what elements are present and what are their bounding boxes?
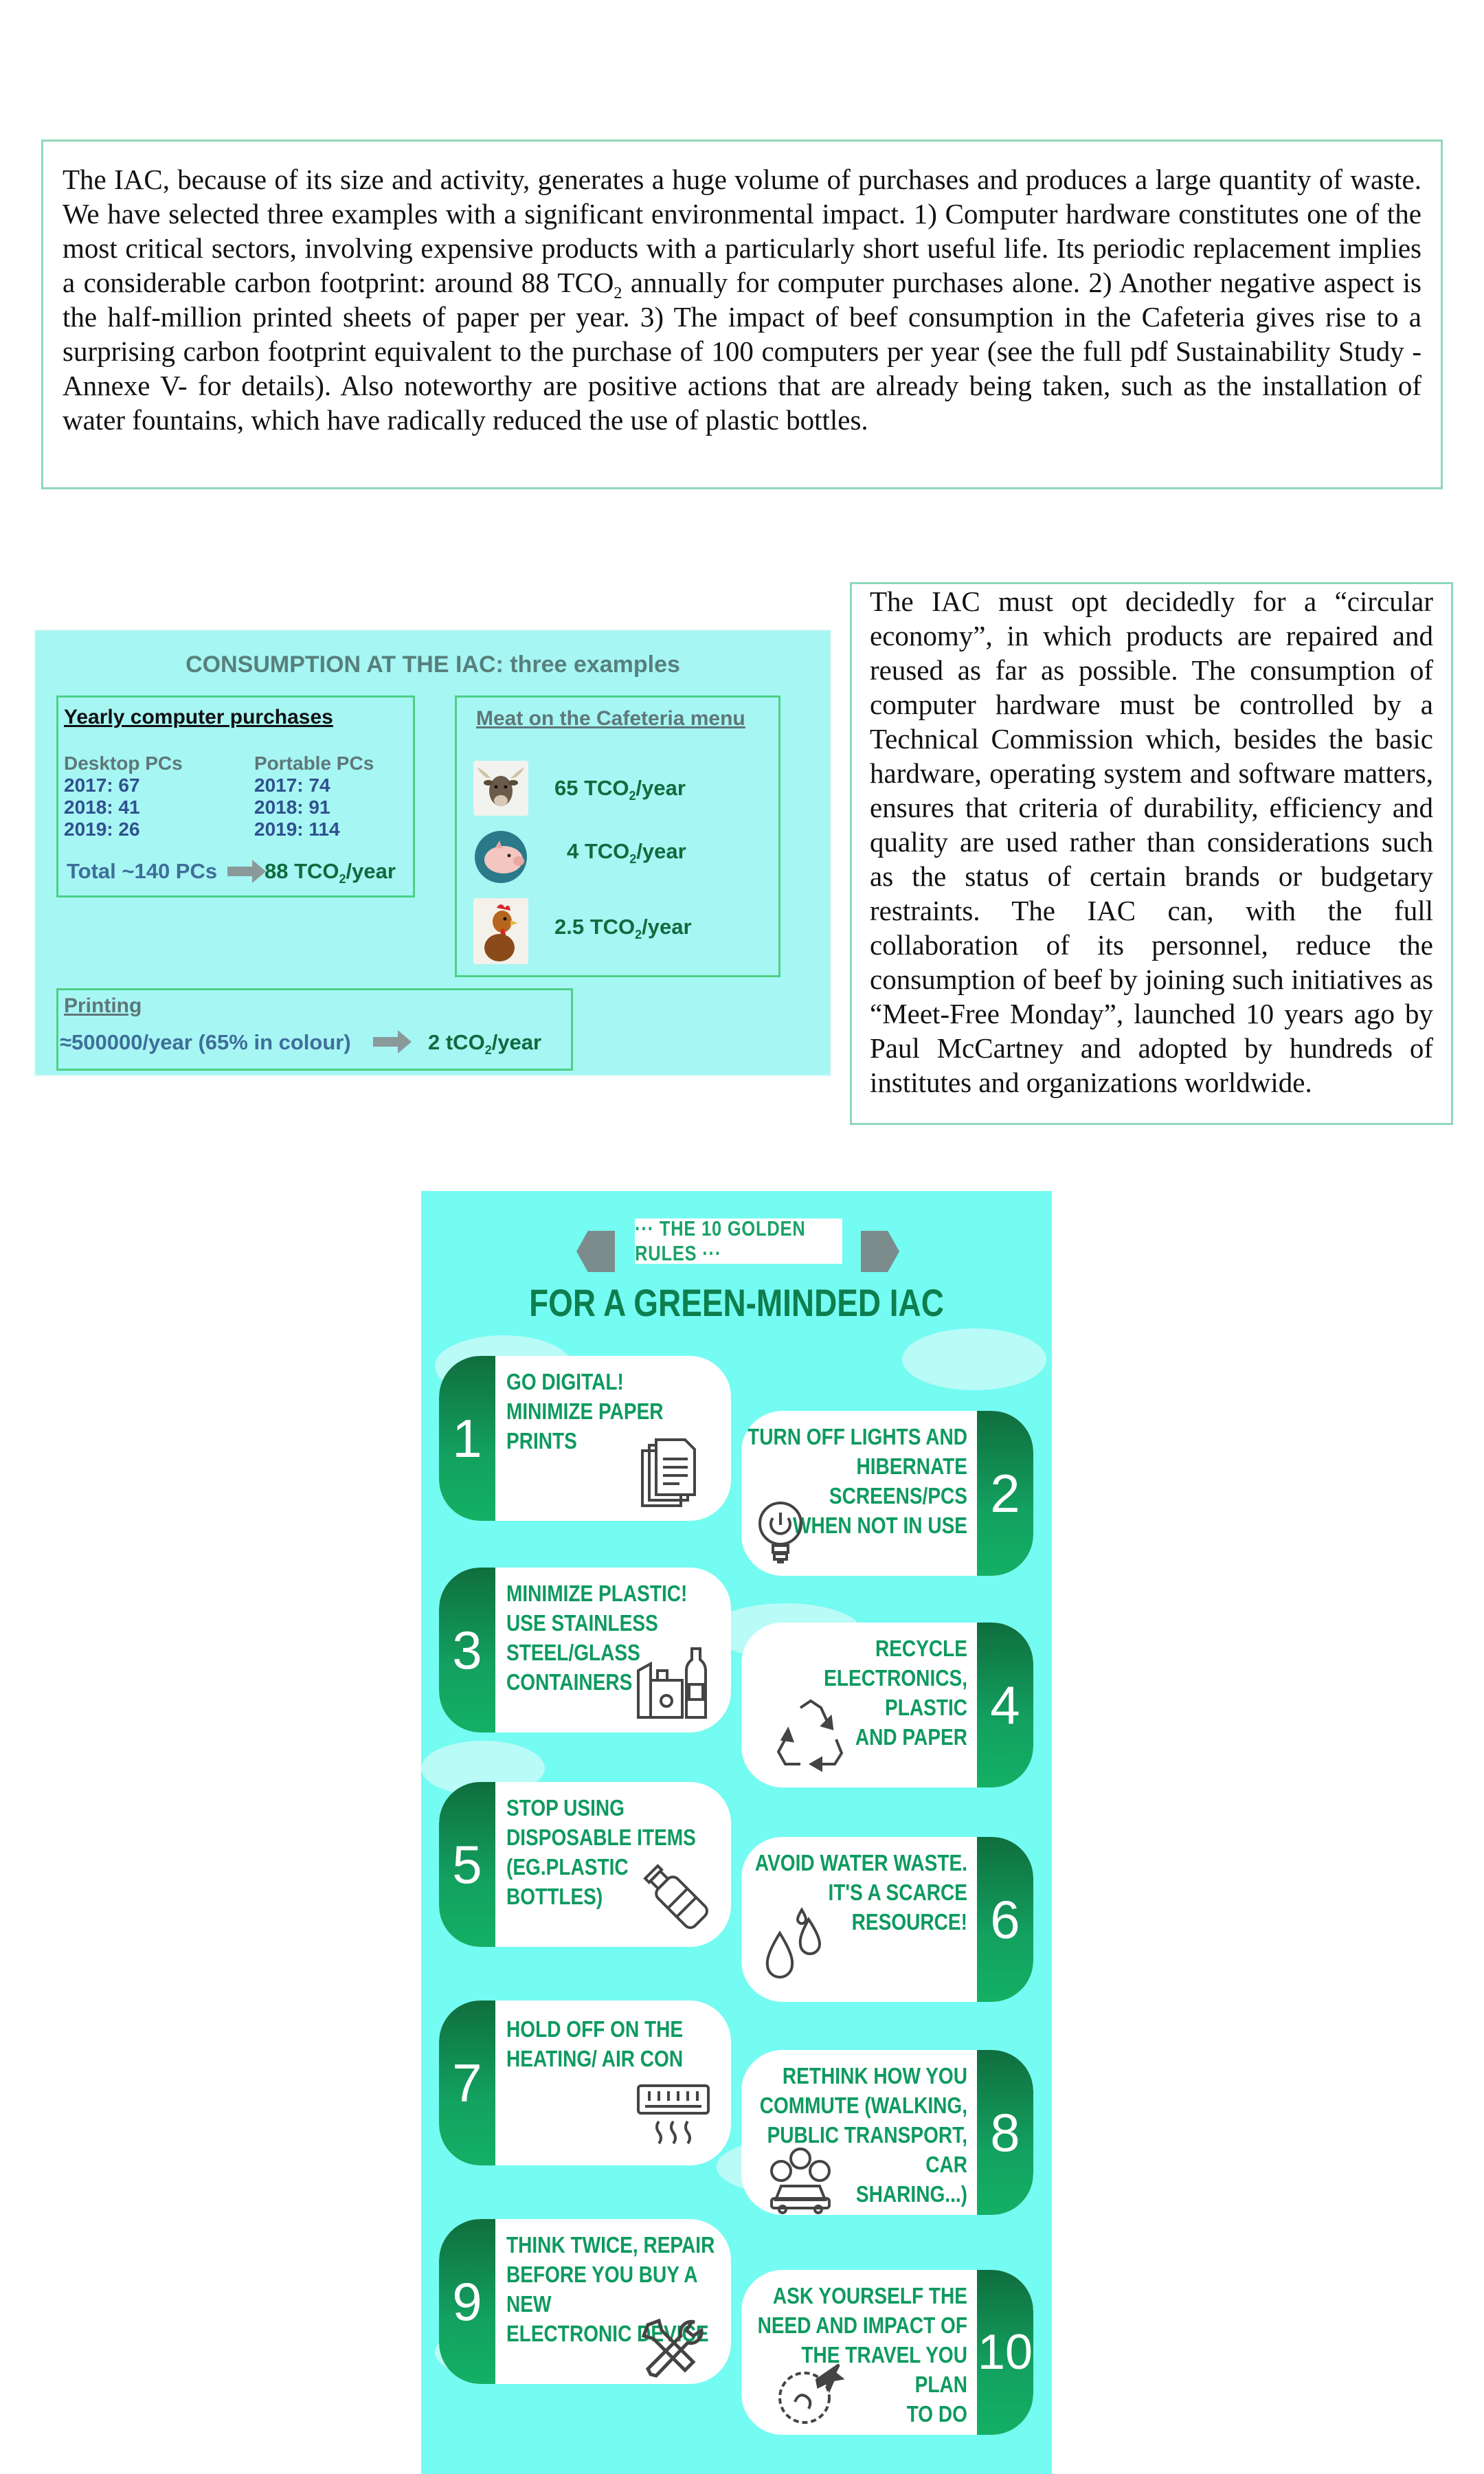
containers-icon: [636, 1643, 718, 1722]
portable-values: [254, 774, 340, 840]
rule-card-6: [741, 1837, 1033, 2002]
intro-subscript: 2: [614, 285, 622, 303]
printing-amount: ≈500000/year (65% in colour): [60, 1030, 351, 1054]
rule-card-2: [741, 1411, 1033, 1576]
computer-purchases-heading: Yearly computer purchases: [64, 706, 333, 728]
plastic-bottle-icon: [636, 1858, 718, 1937]
rule-text: ASK YOURSELF THE NEED AND IMPACT OF THE TRAVEL YOU PLAN TO DO: [757, 2283, 967, 2427]
rule-number: 3: [439, 1568, 495, 1732]
carpool-icon: [766, 2146, 835, 2215]
rule-number: 7: [439, 2001, 495, 2165]
printing-box: [56, 988, 573, 1071]
rule-number: 9: [439, 2219, 495, 2384]
rule-card-7: [439, 2001, 731, 2165]
tools-icon: [638, 2315, 704, 2381]
rule-number: 10: [977, 2270, 1033, 2435]
air-conditioner-icon: [636, 2083, 711, 2152]
rule-text: THINK TWICE, REPAIR BEFORE YOU BUY A NEW ELECTRONIC DEVICE: [506, 2232, 715, 2346]
rule-number: 1: [439, 1356, 495, 1521]
rule-card-5: [439, 1782, 731, 1947]
rule-text: MINIMIZE PLASTIC! USE STAINLESS STEEL/GLASS CONTAINERS: [506, 1581, 688, 1695]
airplane-globe-icon: [776, 2359, 844, 2428]
desktop-values: [64, 774, 140, 840]
rule-card-8: [741, 2050, 1033, 2215]
arrow-right-icon: [227, 860, 266, 883]
meat-heading: Meat on the Cafeteria menu: [476, 707, 745, 730]
desktop-2018: 2018: 41: [64, 796, 140, 818]
rule-text: TURN OFF LIGHTS AND HIBERNATE SCREENS/PCS WHEN NOT IN USE: [747, 1424, 967, 1538]
computer-co2-result: 88 $TCO_2$/year: [265, 859, 396, 887]
desktop-2017: 2017: 67: [64, 774, 140, 796]
desktop-2019: 2019: 26: [64, 818, 140, 840]
chicken-icon: [473, 898, 528, 964]
chicken-co2: 2.5 $TCO_2$/year: [554, 915, 692, 942]
intro-text-box: [41, 140, 1443, 489]
golden-rules-poster: [421, 1191, 1052, 2474]
circular-economy-text: The IAC must opt decidedly for a “circular economy”, in which products are repaired and reused as far as possible. The consumption of computer hardware must be controlled by a Technical Commission which, besides the basic hardware, operating system and software matters, ensures that criteria of durability, efficiency and quality are used rather than considerations such as the status of certain brands or budgetary restraints. The IAC can, with the full collaboration of its personnel, reduce the consumption of beef by joining such initiatives as “Meet-Free Monday”, launched 10 years ago by Paul McCartney and adopted by hundreds of institutes and organizations worldwide.: [870, 586, 1433, 1098]
consumption-title: CONSUMPTION AT THE IAC: three examples: [186, 651, 680, 678]
consumption-infographic: [34, 629, 831, 1076]
rule-text: GO DIGITAL! MINIMIZE PAPER PRINTS: [506, 1369, 664, 1453]
circular-economy-text-box: [850, 582, 1453, 1125]
water-drops-icon: [759, 1906, 842, 1988]
ribbon-wing-left: [576, 1231, 615, 1272]
portable-2017: 2017: 74: [254, 774, 330, 796]
rule-number: 5: [439, 1782, 495, 1947]
rule-card-1: [439, 1356, 731, 1521]
rules-ribbon: ··· THE 10 GOLDEN RULES ···: [635, 1218, 842, 1264]
portable-label: Portable PCs: [254, 753, 374, 774]
rule-text: STOP USING DISPOSABLE ITEMS (EG.PLASTIC BOTTLES): [506, 1795, 696, 1909]
rule-number: 4: [977, 1623, 1033, 1787]
recycle-icon: [773, 1698, 848, 1774]
rule-text: RETHINK HOW YOU COMMUTE (WALKING, PUBLIC TRANSPORT, CAR SHARING...): [759, 2063, 967, 2207]
documents-icon: [638, 1438, 700, 1511]
lightbulb-power-icon: [756, 1500, 805, 1569]
intro-text-part1: The IAC, because of its size and activity, generates a huge volume of purchases and produces a large quantity of waste. We have selected three examples with a significant environmental impact. 1) Computer hardware constitutes one of the most critical sectors, involving expensive products with a particularly short useful life. Its periodic replacement implies a considerable carbon footprint: around 88 TCO: [63, 164, 1421, 298]
rules-title: FOR A GREEN-MINDED IAC: [529, 1281, 944, 1324]
rule-text: HOLD OFF ON THE HEATING/ AIR CON: [506, 2016, 684, 2071]
ribbon-wing-right: [861, 1231, 899, 1272]
rule-card-3: [439, 1568, 731, 1732]
printing-heading: Printing: [64, 994, 142, 1017]
rule-number: 2: [977, 1411, 1033, 1576]
rule-card-4: [741, 1623, 1033, 1787]
rule-card-10: [741, 2270, 1033, 2435]
computer-purchases-box: [56, 695, 415, 898]
arrow-right-icon: [373, 1030, 412, 1054]
rule-card-9: [439, 2219, 731, 2384]
rule-number: 8: [977, 2050, 1033, 2215]
portable-2018: 2018: 91: [254, 796, 330, 818]
cow-icon: [473, 761, 528, 816]
pig-icon: [473, 829, 528, 884]
cloud-decoration: [902, 1328, 1046, 1390]
beef-co2: 65 $TCO_2$/year: [554, 776, 686, 803]
rule-number: 6: [977, 1837, 1033, 2002]
rule-text: RECYCLE ELECTRONICS, PLASTIC AND PAPER: [824, 1636, 967, 1750]
desktop-label: Desktop PCs: [64, 753, 183, 774]
printing-co2-result: 2 tCO$_2$/year: [428, 1030, 542, 1058]
intro-text-part2: annually for computer purchases alone. 2) Another negative aspect is the half-million printed sheets of paper per year. 3) The impact of beef consumption in the Cafeteria gives rise to a surprising carbon footprint equivalent to the purchase of 100 computers per year (see the full pdf Sustainability Study -Annexe V- for details). Also noteworthy are positive actions that are already being taken, such as the installation of water fountains, which have radically reduced the use of plastic bottles.: [63, 267, 1421, 436]
portable-2019: 2019: 114: [254, 818, 340, 840]
meat-cafeteria-box: [455, 695, 780, 977]
pork-co2: 4 $TCO_2$/year: [567, 839, 686, 867]
rule-text: AVOID WATER WASTE. IT'S A SCARCE RESOURCE!: [754, 1850, 967, 1935]
computer-total: Total ~140 PCs: [67, 859, 218, 883]
